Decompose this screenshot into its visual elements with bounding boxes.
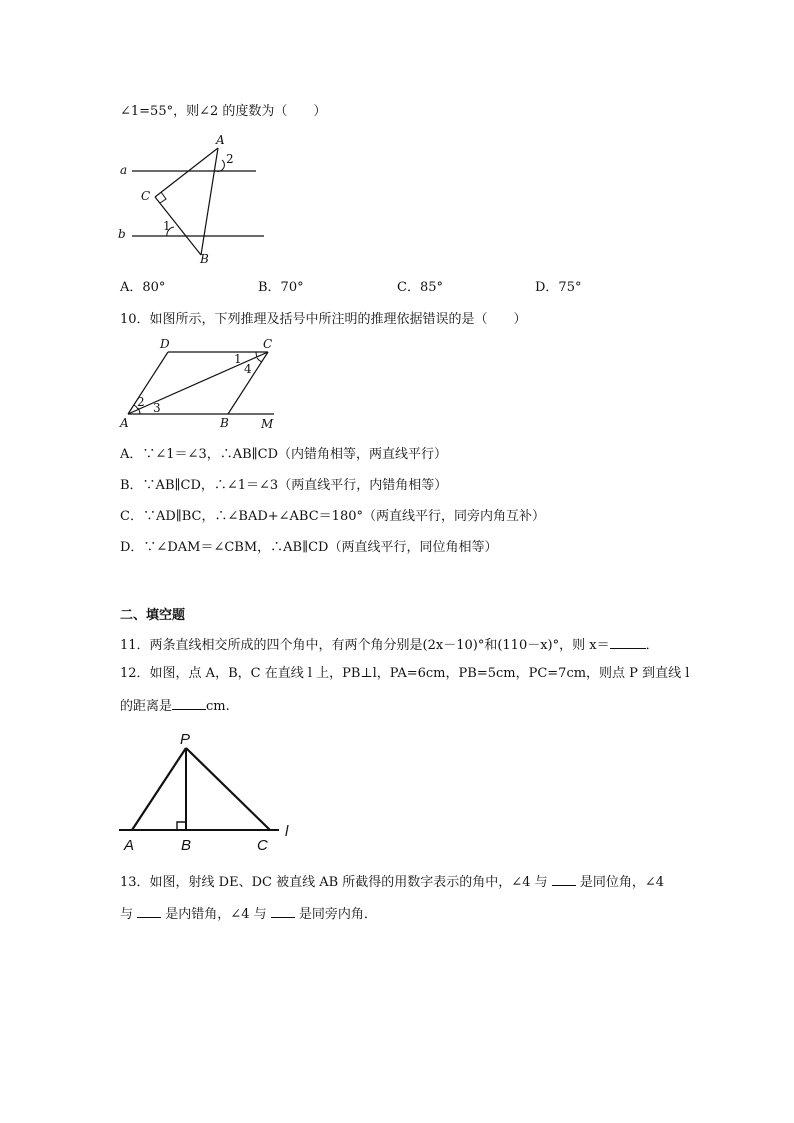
label-C: C (263, 337, 273, 351)
q12-line2 (120, 695, 230, 717)
label-angle-1: 1 (163, 219, 171, 233)
label-C: C (141, 189, 151, 203)
q13-blank-2 (137, 903, 161, 918)
q9-option-b: B．70° (258, 280, 304, 295)
q13-line1 (120, 871, 664, 893)
segment-PA (132, 748, 186, 830)
right-angle-mark-C (160, 192, 166, 203)
segment-CB (155, 197, 201, 255)
q12-figure (115, 726, 300, 856)
q11-text (120, 634, 659, 656)
section-title: 二、填空题 (120, 608, 186, 623)
q10-stem: 10．如图所示，下列推理及括号中所注明的推理依据错误的是（ ） (120, 312, 527, 327)
q13-blank-3 (271, 903, 295, 918)
label-M: M (261, 417, 274, 431)
q13-text-4: 是内错角，∠4 与 (165, 907, 267, 922)
segment-PC (186, 748, 270, 830)
q10-figure (116, 336, 281, 432)
label-l: l (285, 823, 289, 840)
q10-option-d: D．∵∠DAM＝∠CBM，∴AB∥CD（两直线平行，同位角相等） (120, 540, 498, 555)
label-angle-2: 2 (226, 152, 234, 166)
angle-1-arc (256, 352, 257, 357)
q13-blank-1 (552, 871, 576, 886)
label-B: B (220, 416, 229, 430)
q9-option-d: D．75° (535, 280, 582, 295)
label-b: b (118, 227, 126, 241)
label-A: A (216, 133, 225, 147)
q11-answer-blank (610, 634, 646, 649)
q13-text-5: 是同旁内角． (298, 907, 377, 922)
q12-answer-blank (172, 695, 206, 710)
q11-text-after: ． (645, 638, 659, 653)
label-B: B (181, 837, 192, 854)
q10-option-c: C．∵AD∥BC，∴∠BAD+∠ABC＝180°（两直线平行，同旁内角互补） (120, 509, 545, 524)
q12-text-before: 的距离是 (120, 699, 173, 714)
q11-text-before: 11．两条直线相交所成的四个角中，有两个角分别是(2x－10)°和(110－x)°，则 x＝ (120, 638, 610, 653)
q13-text-2: 是同位角，∠4 (579, 875, 665, 890)
q13-text-1: 13．如图，射线 DE、DC 被直线 AB 所截得的用数字表示的角中，∠4 与 (120, 875, 548, 890)
q13-text-3: 与 (120, 907, 134, 922)
segment-AC (155, 148, 218, 197)
label-P: P (180, 731, 191, 748)
q9-stem: ∠1=55°，则∠2 的度数为（ ） (120, 104, 327, 119)
label-angle-3: 3 (153, 401, 161, 415)
angle-4-arc (257, 358, 262, 362)
q9-option-c: C．85° (397, 280, 443, 295)
q10-option-a: A．∵∠1＝∠3，∴AB∥CD（内错角相等，两直线平行） (120, 447, 448, 462)
label-D: D (160, 337, 170, 351)
label-angle-1: 1 (234, 352, 242, 366)
label-B: B (200, 252, 209, 266)
label-a: a (120, 163, 128, 177)
label-A: A (124, 837, 135, 854)
label-angle-2: 2 (137, 395, 145, 409)
q13-line2 (120, 903, 377, 925)
q9-option-a: A．80° (120, 280, 166, 295)
q9-figure (112, 130, 282, 270)
q10-option-b: B．∵AB∥CD，∴∠1＝∠3（两直线平行，内错角相等） (120, 478, 448, 493)
q12-line1: 12．如图，点 A，B，C 在直线 l 上，PB⊥l，PA=6cm，PB=5cm，PC=7cm，则点 P 到直线 l (120, 666, 690, 681)
segment-AB (201, 148, 218, 255)
right-angle-mark-B (177, 822, 186, 830)
label-C: C (257, 837, 268, 854)
label-angle-4: 4 (244, 362, 252, 376)
q12-text-after: cm. (206, 699, 230, 714)
label-A: A (120, 416, 129, 430)
